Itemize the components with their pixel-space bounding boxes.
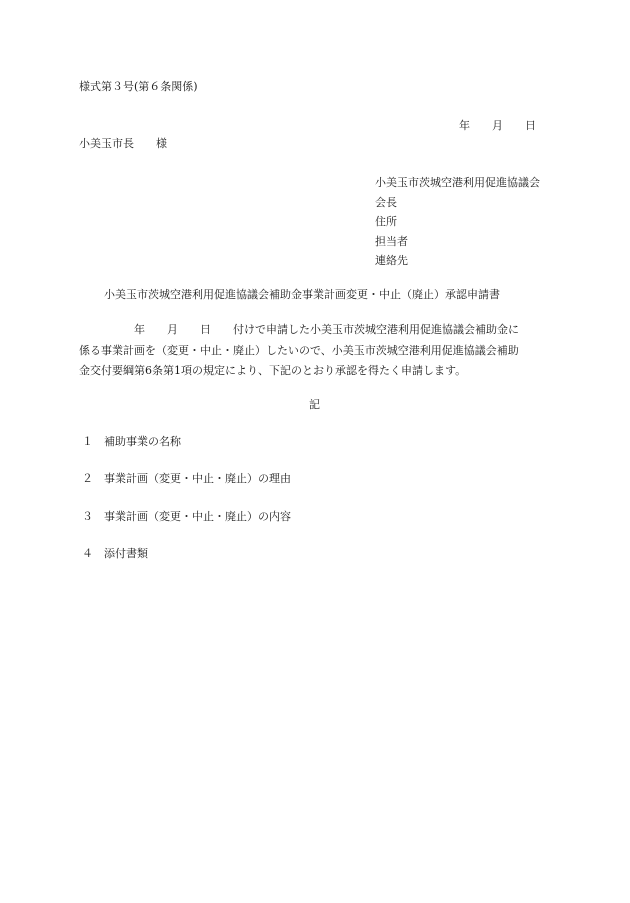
- list-item: [82, 547, 148, 561]
- body-line-2: 係る事業計画を（変更・中止・廃止）したいので、小美玉市茨城空港利用促進協議会補助: [79, 343, 519, 357]
- item-label: 補助事業の名称: [104, 435, 181, 448]
- date-day: 日: [525, 119, 536, 132]
- item-number: ２: [82, 472, 93, 485]
- item-number: １: [82, 435, 93, 448]
- recipient: 小美玉市長 様: [79, 137, 167, 150]
- body-line-1: 年 月 日 付けで申請した小美玉市茨城空港利用促進協議会補助金に: [79, 323, 519, 336]
- form-number: 様式第３号(第６条関係): [79, 80, 198, 93]
- applicant-block: [375, 173, 540, 271]
- list-item: [82, 435, 181, 449]
- date-line: [459, 119, 536, 133]
- document-title: 小美玉市茨城空港利用促進協議会補助金事業計画変更・中止（廃止）承認申請書: [104, 288, 500, 301]
- item-number: ３: [82, 510, 93, 523]
- item-label: 事業計画（変更・中止・廃止）の内容: [104, 510, 291, 523]
- applicant-person-in-charge: 担当者: [375, 234, 408, 248]
- date-month: 月: [492, 119, 503, 132]
- applicant-president: 会長: [375, 195, 397, 209]
- applicant-contact: 連絡先: [375, 254, 408, 267]
- ki-heading: 記: [309, 398, 320, 411]
- item-label: 添付書類: [104, 547, 148, 560]
- applicant-organization: 小美玉市茨城空港利用促進協議会: [375, 176, 540, 189]
- applicant-address: 住所: [375, 215, 397, 228]
- body-line-3: 金交付要綱第6条第1項の規定により、下記のとおり承認を得たく申請します。: [79, 364, 467, 377]
- date-year: 年: [459, 119, 470, 132]
- item-label: 事業計画（変更・中止・廃止）の理由: [104, 472, 291, 485]
- list-item: [82, 510, 291, 524]
- body-paragraph: [79, 320, 559, 382]
- list-item: [82, 472, 291, 486]
- item-number: ４: [82, 547, 93, 560]
